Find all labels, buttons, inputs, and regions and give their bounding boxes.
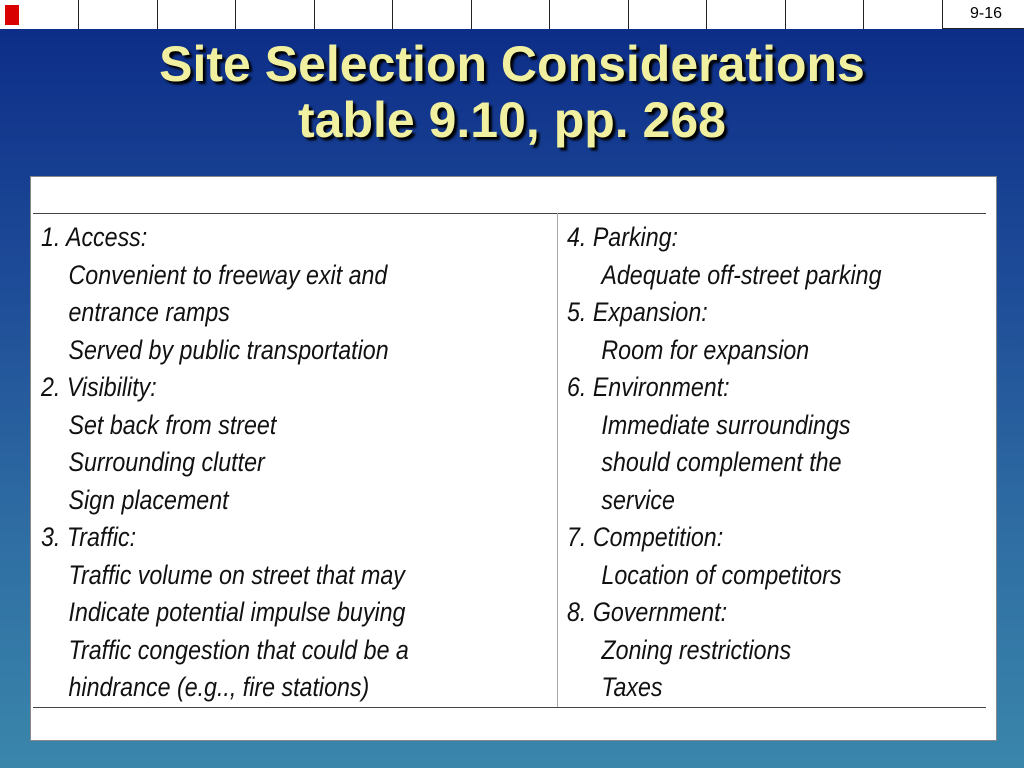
item-detail: Sign placement — [68, 484, 229, 515]
item-heading: 3. Traffic: — [41, 522, 137, 552]
table-bottom-rule — [33, 707, 986, 708]
page-number: 9-16 — [969, 5, 1002, 22]
item-detail: Adequate off-street parking — [601, 259, 882, 290]
item-detail: Served by public transportation — [68, 334, 389, 365]
item-detail: Surrounding clutter — [68, 447, 265, 477]
item-detail: Traffic congestion that could be a — [68, 634, 409, 665]
red-square-marker — [5, 5, 19, 25]
item-detail: should complement the — [601, 447, 842, 477]
left-column — [41, 219, 540, 707]
item-detail: Taxes — [601, 672, 663, 702]
item-heading: 2. Visibility: — [41, 372, 157, 402]
slide-title — [0, 36, 1024, 148]
strip-cell — [707, 0, 786, 29]
item-heading: 8. Government: — [567, 597, 728, 627]
item-detail: Set back from street — [68, 409, 277, 440]
strip-cell — [315, 0, 394, 29]
strip-cell — [472, 0, 551, 29]
top-navigation-strip — [0, 0, 1024, 29]
strip-cell — [550, 0, 629, 29]
column-divider — [557, 213, 558, 708]
item-detail: Convenient to freeway exit and — [68, 259, 388, 290]
item-detail: entrance ramps — [68, 297, 230, 327]
item-detail: Location of competitors — [601, 559, 842, 590]
item-heading: 6. Environment: — [567, 372, 730, 402]
strip-cell — [864, 0, 943, 29]
strip-cell — [393, 0, 472, 29]
strip-cell — [79, 0, 158, 29]
item-detail: Indicate potential impulse buying — [68, 597, 406, 627]
table-top-rule — [33, 213, 986, 214]
considerations-table — [30, 176, 997, 741]
item-detail: hindrance (e.g.., fire stations) — [68, 672, 370, 702]
strip-cell — [236, 0, 315, 29]
slide-title-line2: table 9.10, pp. 268 — [298, 92, 726, 148]
item-detail: Immediate surroundings — [601, 409, 851, 440]
strip-cell — [629, 0, 708, 29]
item-detail: Traffic volume on street that may — [68, 559, 405, 590]
item-heading: 5. Expansion: — [567, 297, 708, 327]
strip-cell — [786, 0, 865, 29]
right-column — [567, 219, 997, 707]
item-detail: service — [601, 484, 675, 515]
strip-cell — [0, 0, 79, 29]
item-heading: 1. Access: — [41, 222, 148, 252]
item-detail: Zoning restrictions — [601, 634, 792, 665]
slide-title-line1: Site Selection Considerations — [159, 36, 865, 92]
item-detail: Room for expansion — [601, 334, 810, 365]
strip-cell — [158, 0, 237, 29]
item-heading: 4. Parking: — [567, 222, 679, 252]
item-heading: 7. Competition: — [567, 522, 724, 552]
